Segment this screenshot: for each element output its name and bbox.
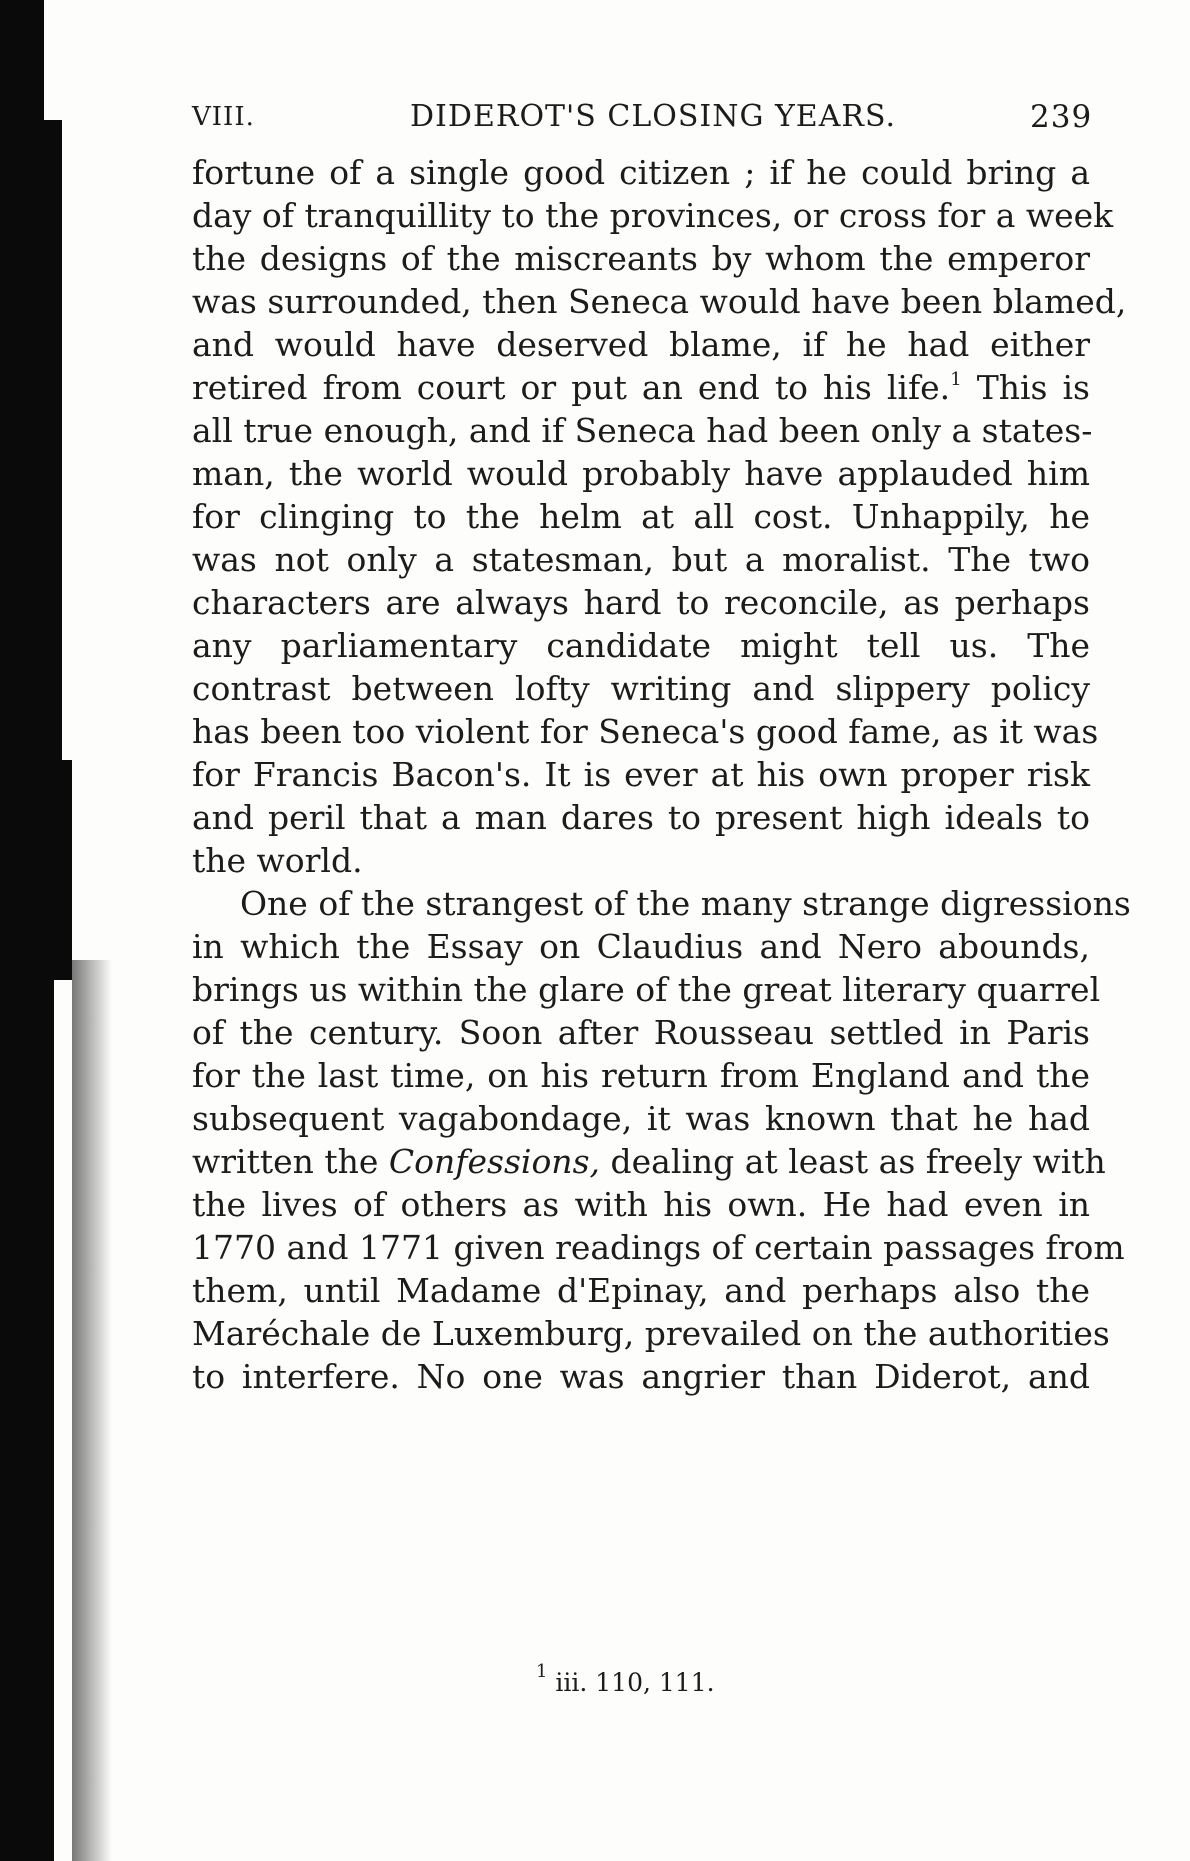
text-line: and would have deserved blame, if he had either [192,325,1090,364]
text-span: written the [192,1142,389,1181]
italic-title: Confessions, [388,1142,600,1181]
text-span: This is [961,368,1090,407]
text-line: any parliamentary candidate might tell us. The [192,626,1090,665]
footnote [536,1661,715,1698]
text-line: the lives of others as with his own. He had even in [192,1185,1090,1224]
text-line: of the century. Soon after Rousseau settled in Paris [192,1013,1090,1052]
text-line: in which the Essay on Claudius and Nero abounds, [192,927,1090,966]
text-line: to interfere. No one was angrier than Diderot, and [192,1357,1090,1396]
text-line: the world. [192,841,363,880]
scan-edge-notch [62,120,72,760]
text-line: for clinging to the helm at all cost. Unhappily, he [192,497,1090,536]
footnote-marker: 1 [536,1661,548,1682]
scan-edge-notch [54,980,72,1861]
text-line: Maréchale de Luxemburg, prevailed on the authorities [192,1314,1110,1353]
text-line: 1770 and 1771 given readings of certain passages from [192,1228,1125,1267]
text-line: the designs of the miscreants by whom the emperor [192,239,1090,278]
text-line: day of tranquillity to the provinces, or cross for a week [192,196,1114,235]
text-line: contrast between lofty writing and slippery policy [192,669,1090,708]
text-line: characters are always hard to reconcile, as perhaps [192,583,1090,622]
text-line: man, the world would probably have applauded him [192,454,1090,493]
text-line: was not only a statesman, but a moralist. The two [192,540,1090,579]
scan-edge-notch [44,0,72,120]
footnote-text: iii. 110, 111. [547,1668,715,1697]
text-line: them, until Madame d'Epinay, and perhaps also the [192,1271,1090,1310]
text-line: subsequent vagabondage, it was known that he had [192,1099,1090,1138]
text-span: dealing at least as freely with [600,1142,1106,1181]
running-head-chapter: VIII. [192,102,255,132]
text-line: for the last time, on his return from England and the [192,1056,1090,1095]
text-line: has been too violent for Seneca's good fame, as it was [192,712,1099,751]
text-line: for Francis Bacon's. It is ever at his own proper risk [192,755,1090,794]
running-head-title: DIDEROT'S CLOSING YEARS. [410,99,896,134]
footnote-reference: 1 [950,369,962,390]
text-line: was surrounded, then Seneca would have been blamed, [192,282,1127,321]
text-line: brings us within the glare of the great literary quarrel [192,970,1101,1009]
text-line: and peril that a man dares to present high ideals to [192,798,1090,837]
scan-edge-fade [72,960,112,1861]
text-span: retired from court or put an end to his life. [192,368,951,407]
page-number: 239 [1030,99,1093,135]
text-line: One of the strangest of the many strange digressions [240,884,1131,923]
text-line: all true enough, and if Seneca had been only a states- [192,411,1093,450]
text-line: fortune of a single good citizen ; if he could bring a [192,153,1090,192]
